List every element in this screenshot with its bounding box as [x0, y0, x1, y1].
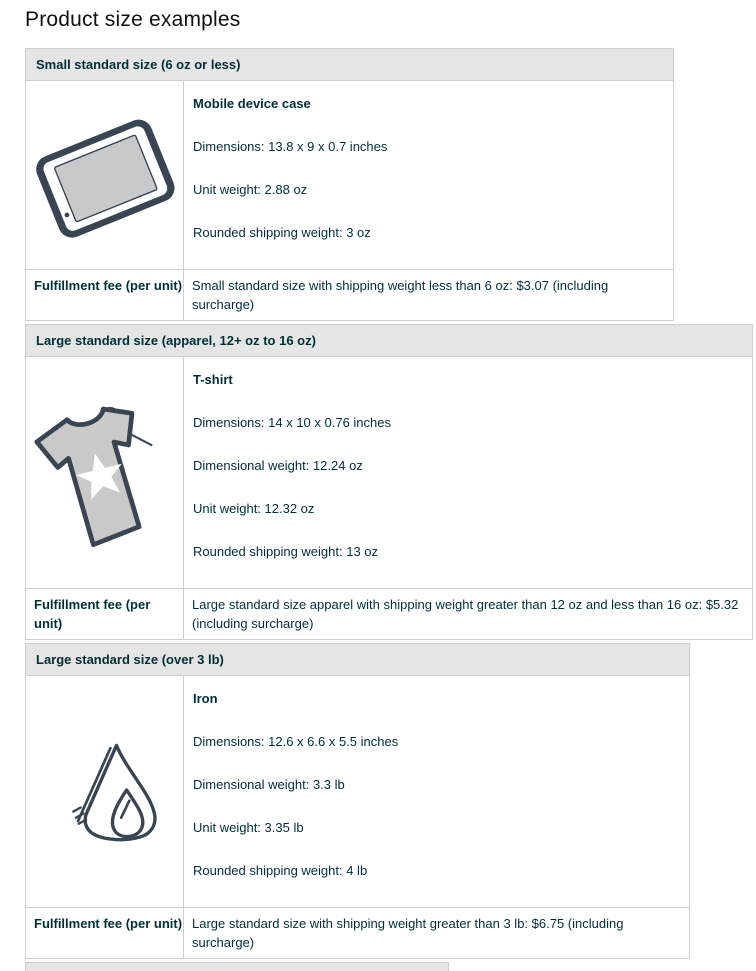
product-name: Mobile device case: [193, 96, 311, 111]
product-dimensions: Dimensions: 14 x 10 x 0.76 inches: [193, 415, 391, 430]
rounded-shipping-weight: Rounded shipping weight: 4 lb: [193, 863, 368, 878]
product-details-cell: [184, 81, 673, 269]
small-standard-size-table: [25, 48, 674, 321]
table-header: Large standard size (over 3 lb): [26, 644, 689, 676]
unit-weight: Unit weight: 3.35 lb: [193, 820, 304, 835]
product-details-cell: [184, 676, 689, 907]
product-details-cell: [184, 357, 752, 588]
fulfillment-fee-value: Large standard size with shipping weight greater than 3 lb: $6.75 (including surcharge): [192, 916, 624, 950]
table-header: Small standard size (6 oz or less): [26, 49, 673, 81]
dimensional-weight: Dimensional weight: 3.3 lb: [193, 777, 345, 792]
mobile-device-case-illustration: [36, 100, 174, 250]
table-row: [26, 676, 689, 908]
table-row: [26, 357, 752, 589]
fulfillment-fee-label: Fulfillment fee (per unit): [26, 589, 184, 639]
fulfillment-fee-row: [26, 270, 673, 320]
large-standard-apparel-table: [25, 324, 753, 640]
fulfillment-fee-label: Fulfillment fee (per unit): [26, 908, 184, 958]
next-table-header-partial: [25, 962, 449, 971]
fulfillment-fee-value: Large standard size apparel with shipping weight greater than 12 oz and less than 16 oz: $5.32 (including surcharge): [192, 597, 739, 631]
fulfillment-fee-label: Fulfillment fee (per unit): [26, 270, 184, 320]
product-image-cell: [26, 81, 184, 269]
product-image-cell: [26, 676, 184, 907]
t-shirt-illustration: [42, 374, 168, 572]
unit-weight: Unit weight: 12.32 oz: [193, 501, 315, 516]
iron-illustration: [51, 712, 159, 872]
product-name: Iron: [193, 691, 218, 706]
product-dimensions: Dimensions: 13.8 x 9 x 0.7 inches: [193, 139, 388, 154]
product-image-cell: [26, 357, 184, 588]
page-title: Product size examples: [25, 8, 241, 31]
product-name: T-shirt: [193, 372, 233, 387]
table-header: Large standard size (apparel, 12+ oz to 16 oz): [26, 325, 752, 357]
fulfillment-fee-row: [26, 589, 752, 639]
large-standard-over-3lb-table: [25, 643, 690, 959]
rounded-shipping-weight: Rounded shipping weight: 3 oz: [193, 225, 371, 240]
table-row: [26, 81, 673, 270]
dimensional-weight: Dimensional weight: 12.24 oz: [193, 458, 363, 473]
fulfillment-fee-value: Small standard size with shipping weight less than 6 oz: $3.07 (including surcharge): [192, 278, 609, 312]
rounded-shipping-weight: Rounded shipping weight: 13 oz: [193, 544, 379, 559]
product-dimensions: Dimensions: 12.6 x 6.6 x 5.5 inches: [193, 734, 399, 749]
unit-weight: Unit weight: 2.88 oz: [193, 182, 308, 197]
fulfillment-fee-row: [26, 908, 689, 958]
